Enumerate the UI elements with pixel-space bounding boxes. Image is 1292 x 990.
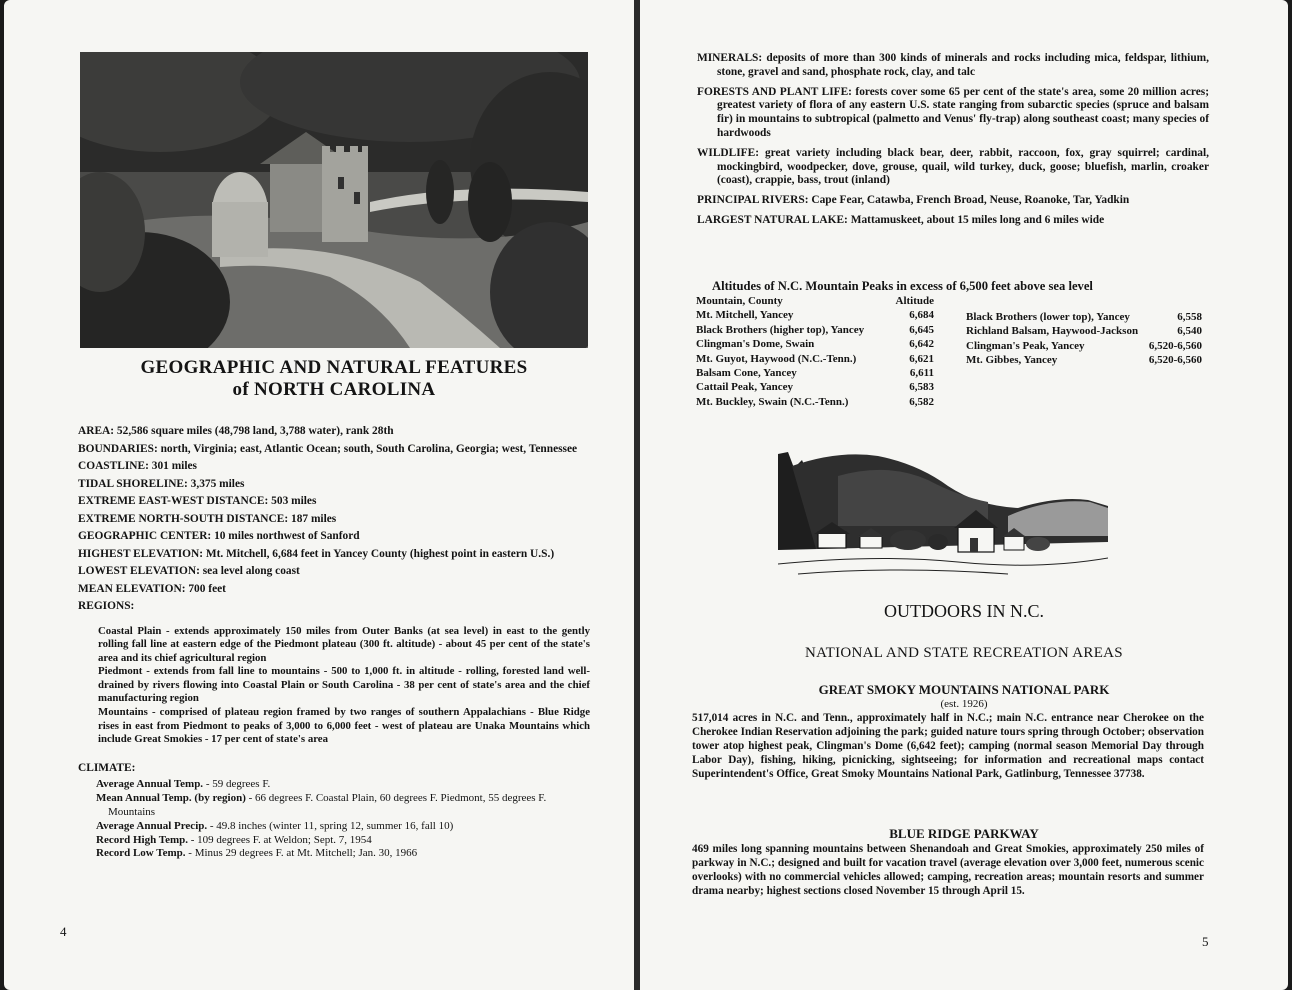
fact-minerals: MINERALS: deposits of more than 300 kinds of minerals and rocks including mica, feldspar, lithium, stone, gravel and sand, phosphate rock, clay, and talc [697,52,1209,78]
altitudes-title: Altitudes of N.C. Mountain Peaks in excess of 6,500 feet above sea level [712,279,1093,293]
fact-north-south: EXTREME NORTH-SOUTH DISTANCE: 187 miles [78,512,337,525]
climate-item: Record High Temp. - 109 degrees F. at Weldon; Sept. 7, 1954 [96,833,372,846]
climate-item: Average Annual Temp. - 59 degrees F. [96,778,271,791]
natural-facts [697,52,1209,234]
climate-item: Record Low Temp. - Minus 29 degrees F. at Mt. Mitchell; Jan. 30, 1966 [96,847,418,860]
fact-east-west: EXTREME EAST-WEST DISTANCE: 503 miles [78,495,317,507]
fact-coastline: COASTLINE: 301 miles [78,460,197,472]
climate-item: Mean Annual Temp. (by region) - 66 degrees F. Coastal Plain, 60 degrees F. Piedmont, 55 degrees F. Mountains [96,792,547,818]
fact-forests: FORESTS AND PLANT LIFE: forests cover some 65 per cent of the state's area, some 20 million acres; greatest variety of flora of any eastern U.S. state ranging from subarctic species (spruce and balsam fir) in mountains to subtropical (palmetto and Venus' fly-trap) along southeast coast; many species of hardwoods [697,85,1210,139]
table-row: Black Brothers (higher top), Yancey 6,645 [696,323,934,336]
region-piedmont: Piedmont - extends from fall line to mountains - 500 to 1,000 ft. in altitude - rolling, forested land well-drained by rivers flowing into Coastal Plain or South Carolina - 38 per cent of state's area and the chief manufacturing region [98,665,590,705]
fact-wildlife: WILDLIFE: great variety including black bear, deer, rabbit, raccoon, fox, gray squirrel; cardinal, mockingbird, woodpecker, dove, grouse, quail, wild turkey, duck, goose; bluefish, marlin, croaker (coast), crappie, bass, trout (inland) [697,146,1209,187]
blue-ridge-body: 469 miles long spanning mountains between Shenandoah and Great Smokies, approximately 250 miles of parkway in N.C.; designed and built for vacation travel (average elevation over 3,000 feet, numerous scenic overlooks) with no commercial vehicles allowed; camping, recreation areas; mountain resorts and summer drama nearby; highest sections closed November 15 through April 15. [692,843,1204,897]
fact-mean-elevation: MEAN ELEVATION: 700 feet [78,582,226,595]
smoky-mountains-est: (est. 1926) [940,698,988,710]
fact-rivers: PRINCIPAL RIVERS: Cape Fear, Catawba, French Broad, Neuse, Roanoke, Tar, Yadkin [697,194,1130,207]
page-title: GEOGRAPHIC AND NATURAL FEATURES [140,357,528,378]
mountain-farm-sketch [778,446,1108,582]
regions-label: REGIONS: [78,600,135,612]
blue-ridge-title: BLUE RIDGE PARKWAY [889,826,1039,841]
outdoors-title: OUTDOORS IN N.C. [883,601,1044,621]
fact-highest-elevation: HIGHEST ELEVATION: Mt. Mitchell, 6,684 feet in Yancey County (highest point in eastern U.S.) [78,547,555,560]
table-row: Mt. Guyot, Haywood (N.C.-Tenn.) 6,621 [696,352,934,365]
region-coastal-plain: Coastal Plain - extends approximately 150 miles from Outer Banks (at sea level) in east to the gently rolling fall line at eastern edge of the Piedmont plateau (300 ft. altitude) - about 45 per cent of the state's area and its chief agricultural region [98,624,590,664]
climate-item: Average Annual Precip. - 49.8 inches (winter 11, spring 12, summer 16, fall 10) [96,819,454,832]
smoky-mountains-title: GREAT SMOKY MOUNTAINS NATIONAL PARK [818,682,1110,697]
region-mountains: Mountains - comprised of plateau region framed by two ranges of southern Appalachians - Blue Ridge rises in east from Piedmont to peaks of 3,000 to 6,000 feet - west of plateau are Unaka Mountains which include Great Smokies - 17 per cent of state's area [98,706,590,746]
table-row: Balsam Cone, Yancey 6,611 [696,367,934,380]
peaks-table-right [966,310,1204,368]
fact-lake: LARGEST NATURAL LAKE: Mattamuskeet, about 15 miles long and 6 miles wide [697,213,1105,226]
climate-label: CLIMATE: [78,761,136,774]
table-row: Mt. Buckley, Swain (N.C.-Tenn.) 6,582 [696,395,934,408]
right-page [640,0,1288,990]
table-row: Mt. Mitchell, Yancey 6,684 [696,309,934,322]
table-header: Mountain, County Altitude [696,295,934,307]
fact-area: AREA: 52,586 square miles (48,798 land, 3,788 water), rank 28th [78,425,394,437]
table-row: Clingman's Dome, Swain 6,642 [696,338,934,351]
recreation-areas-title: NATIONAL AND STATE RECREATION AREAS [805,645,1123,661]
fact-lowest-elevation: LOWEST ELEVATION: sea level along coast [78,565,300,577]
table-row: Cattail Peak, Yancey 6,583 [696,381,934,394]
peaks-table-left [696,294,936,409]
left-page [4,0,634,990]
fact-tidal-shoreline: TIDAL SHORELINE: 3,375 miles [78,477,245,490]
fact-boundaries: BOUNDARIES: north, Virginia; east, Atlantic Ocean; south, South Carolina, Georgia; west, Tennessee [78,442,578,455]
castle-photo [80,52,588,348]
table-row: Richland Balsam, Haywood-Jackson 6,540 [966,325,1202,338]
page-number-left: 4 [60,924,67,939]
page-number-right: 5 [1202,934,1209,949]
geographic-facts [78,424,590,861]
fact-geographic-center: GEOGRAPHIC CENTER: 10 miles northwest of Sanford [78,530,360,542]
table-row: Clingman's Peak, Yancey 6,520-6,560 [966,339,1202,352]
page-subtitle: of NORTH CAROLINA [232,379,436,400]
table-row: Mt. Gibbes, Yancey 6,520-6,560 [966,354,1202,367]
smoky-mountains-body: 517,014 acres in N.C. and Tenn., approximately half in N.C.; main N.C. entrance near Cherokee on the Cherokee Indian Reservation adjoining the park; guided nature tours spring through October; observation tower atop highest peak, Clingman's Dome (6,642 feet); camping (normal season Memorial Day through Labor Day), fishing, hiking, picnicking, sightseeing; for information and recreational maps contact Superintendent's Office, Great Smoky Mountains National Park, Gatlinburg, Tennessee 37738. [692,712,1204,780]
table-row: Black Brothers (lower top), Yancey 6,558 [966,311,1202,323]
